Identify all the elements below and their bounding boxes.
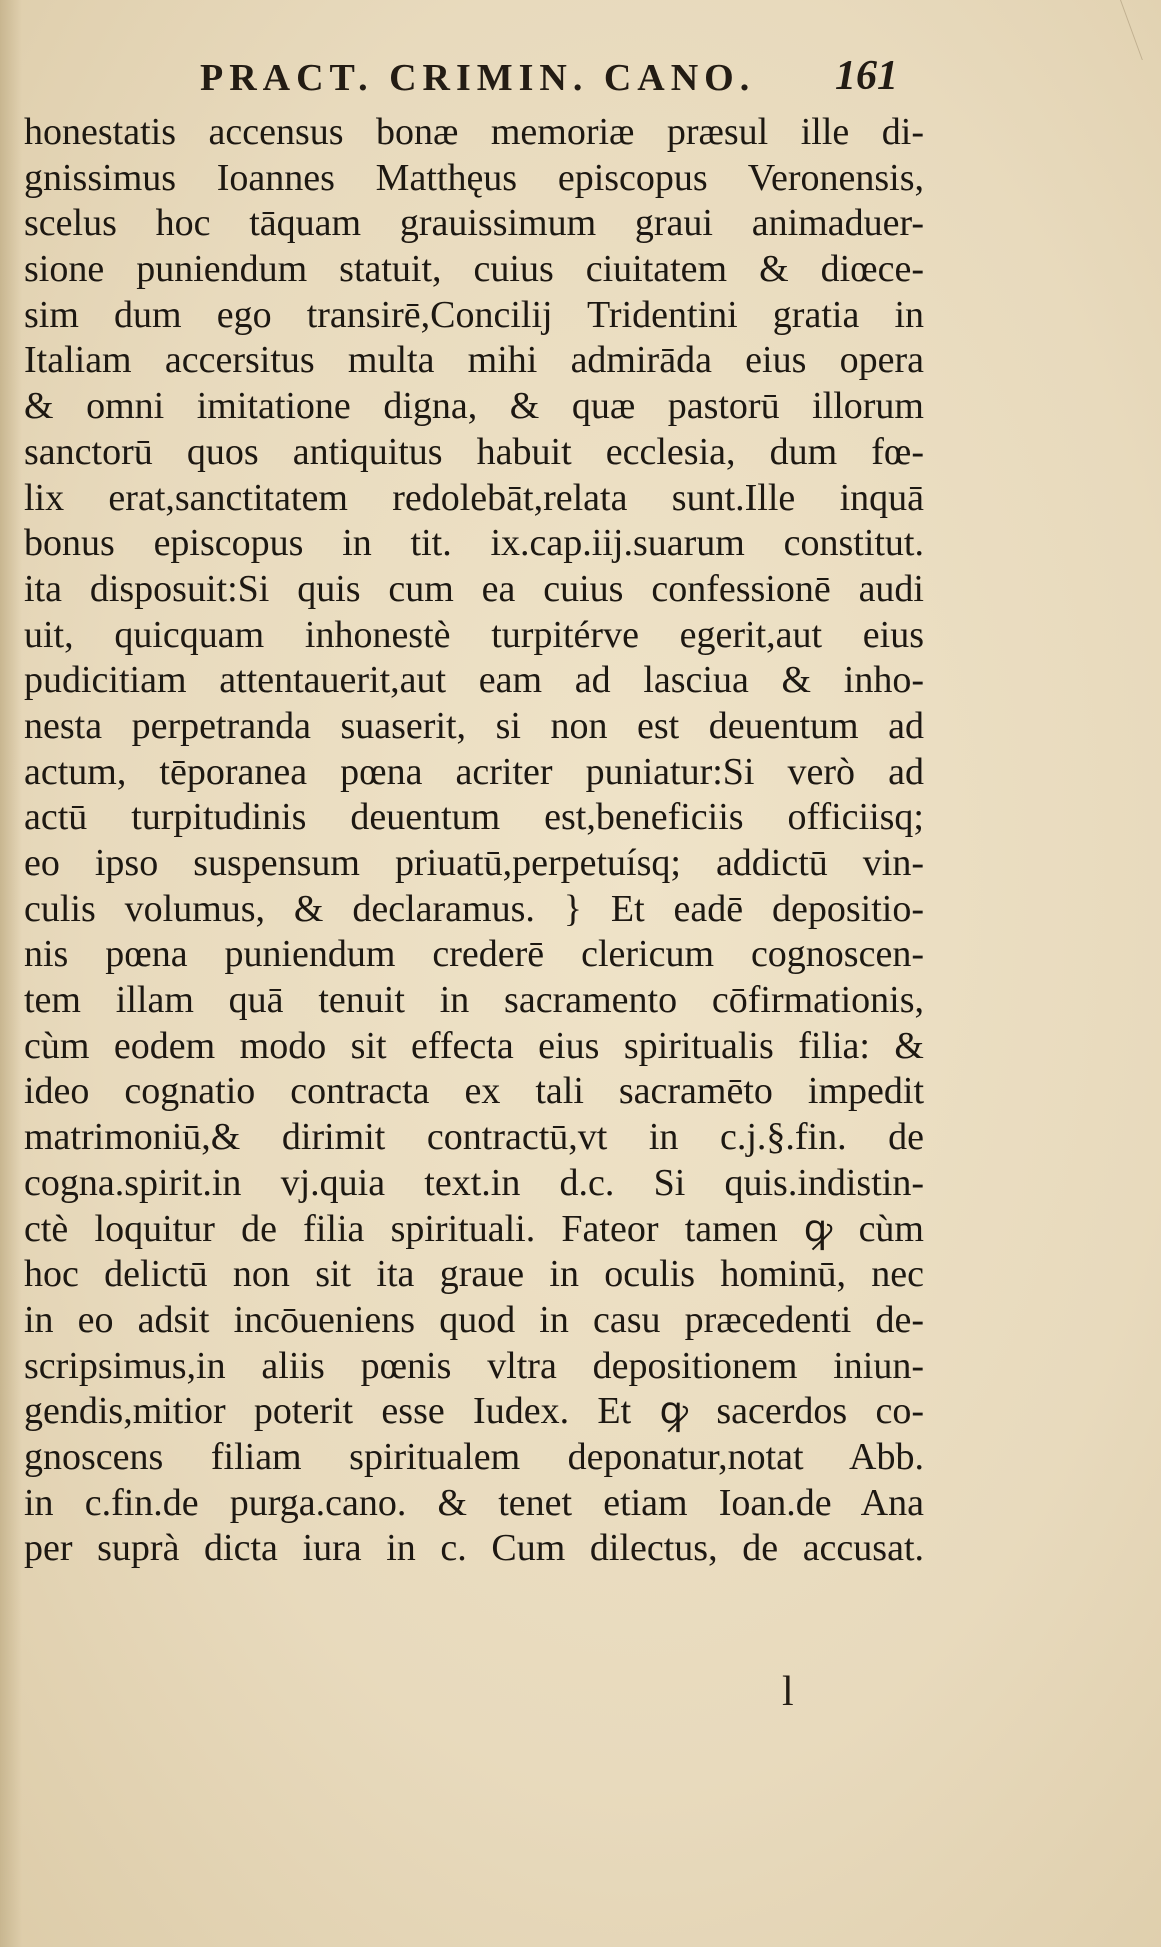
text-line: culis volumus, & declaramus. } Et eadē depositio- — [24, 887, 924, 930]
text-line: in c.fin.de purga.cano. & tenet etiam Ioan.de Ana — [24, 1481, 924, 1524]
text-line: ita disposuit:Si quis cum ea cuius confessionē audi — [24, 567, 924, 610]
text-line: & omni imitatione digna, & quæ pastorū illorum — [24, 385, 924, 428]
text-line: ideo cognatio contracta ex tali sacramēto impedit — [24, 1070, 924, 1113]
text-line: honestatis accensus bonæ memoriæ præsul ille di- — [24, 111, 924, 153]
text-line: actum, tēporanea pœna acriter puniatur:Si verò ad — [24, 750, 924, 793]
text-line: per suprà dicta iura in c. Cum dilectus, de accusat. — [24, 1527, 924, 1570]
text-line: uit, quicquam inhonestè turpitérve egerit,aut eius — [24, 613, 924, 656]
text-line: nesta perpetranda suaserit, si non est deuentum ad — [24, 704, 924, 747]
text-line: scelus hoc tāquam grauissimum graui animaduer- — [24, 202, 924, 245]
text-line: in eo adsit incōueniens quod in casu præcedenti de- — [24, 1298, 924, 1341]
text-line: sione puniendum statuit, cuius ciuitatem & diœce- — [24, 248, 924, 291]
text-line: pudicitiam attentauerit,aut eam ad lasciua & inho- — [24, 659, 924, 702]
text-line: matrimoniū,& dirimit contractū,vt in c.j.§.fin. de — [24, 1116, 924, 1159]
text-line: cogna.spirit.in vj.quia text.in d.c. Si quis.indistin- — [24, 1161, 924, 1204]
text-line: bonus episcopus in tit. ix.cap.iij.suarum constitut. — [24, 522, 924, 565]
text-line: sanctorū quos antiquitus habuit ecclesia, dum fœ- — [24, 430, 924, 473]
text-line: actū turpitudinis deuentum est,beneficiis officiisq; — [24, 796, 924, 839]
text-line: lix erat,sanctitatem redolebāt,relata sunt.Ille inquā — [24, 476, 924, 519]
text-line: eo ipso suspensum priuatū,perpetuísq; addictū vin- — [24, 842, 924, 884]
page-corner-crease — [1120, 0, 1161, 60]
text-line: gnissimus Ioannes Matthęus episcopus Veronensis, — [24, 156, 924, 199]
text-line: sim dum ego transirē,Concilij Tridentini gratia in — [24, 293, 924, 336]
text-line: hoc delictū non sit ita graue in oculis hominū, nec — [24, 1253, 924, 1296]
text-line: ctè loquitur de filia spirituali. Fateor tamen ꝙ cùm — [24, 1207, 924, 1250]
text-line: nis pœna puniendum crederē clericum cognoscen- — [24, 933, 924, 976]
signature-mark: l — [782, 1669, 794, 1715]
text-line: Italiam accersitus multa mihi admirāda eius opera — [24, 339, 924, 382]
text-line: gnoscens filiam spiritualem deponatur,notat Abb. — [24, 1435, 924, 1478]
text-line: cùm eodem modo sit effecta eius spiritualis filia: & — [24, 1024, 924, 1067]
body-text — [24, 110, 924, 1572]
gutter-shadow — [0, 0, 22, 1947]
text-line: gendis,mitior poterit esse Iudex. Et ꝙ sacerdos co- — [24, 1390, 924, 1433]
page-number: 161 — [835, 53, 898, 99]
text-line: tem illam quā tenuit in sacramento cōfirmationis, — [24, 979, 924, 1022]
running-head: PRACT. CRIMIN. CANO. — [200, 57, 756, 99]
text-line: scripsimus,in aliis pœnis vltra depositionem iniun- — [24, 1344, 924, 1387]
